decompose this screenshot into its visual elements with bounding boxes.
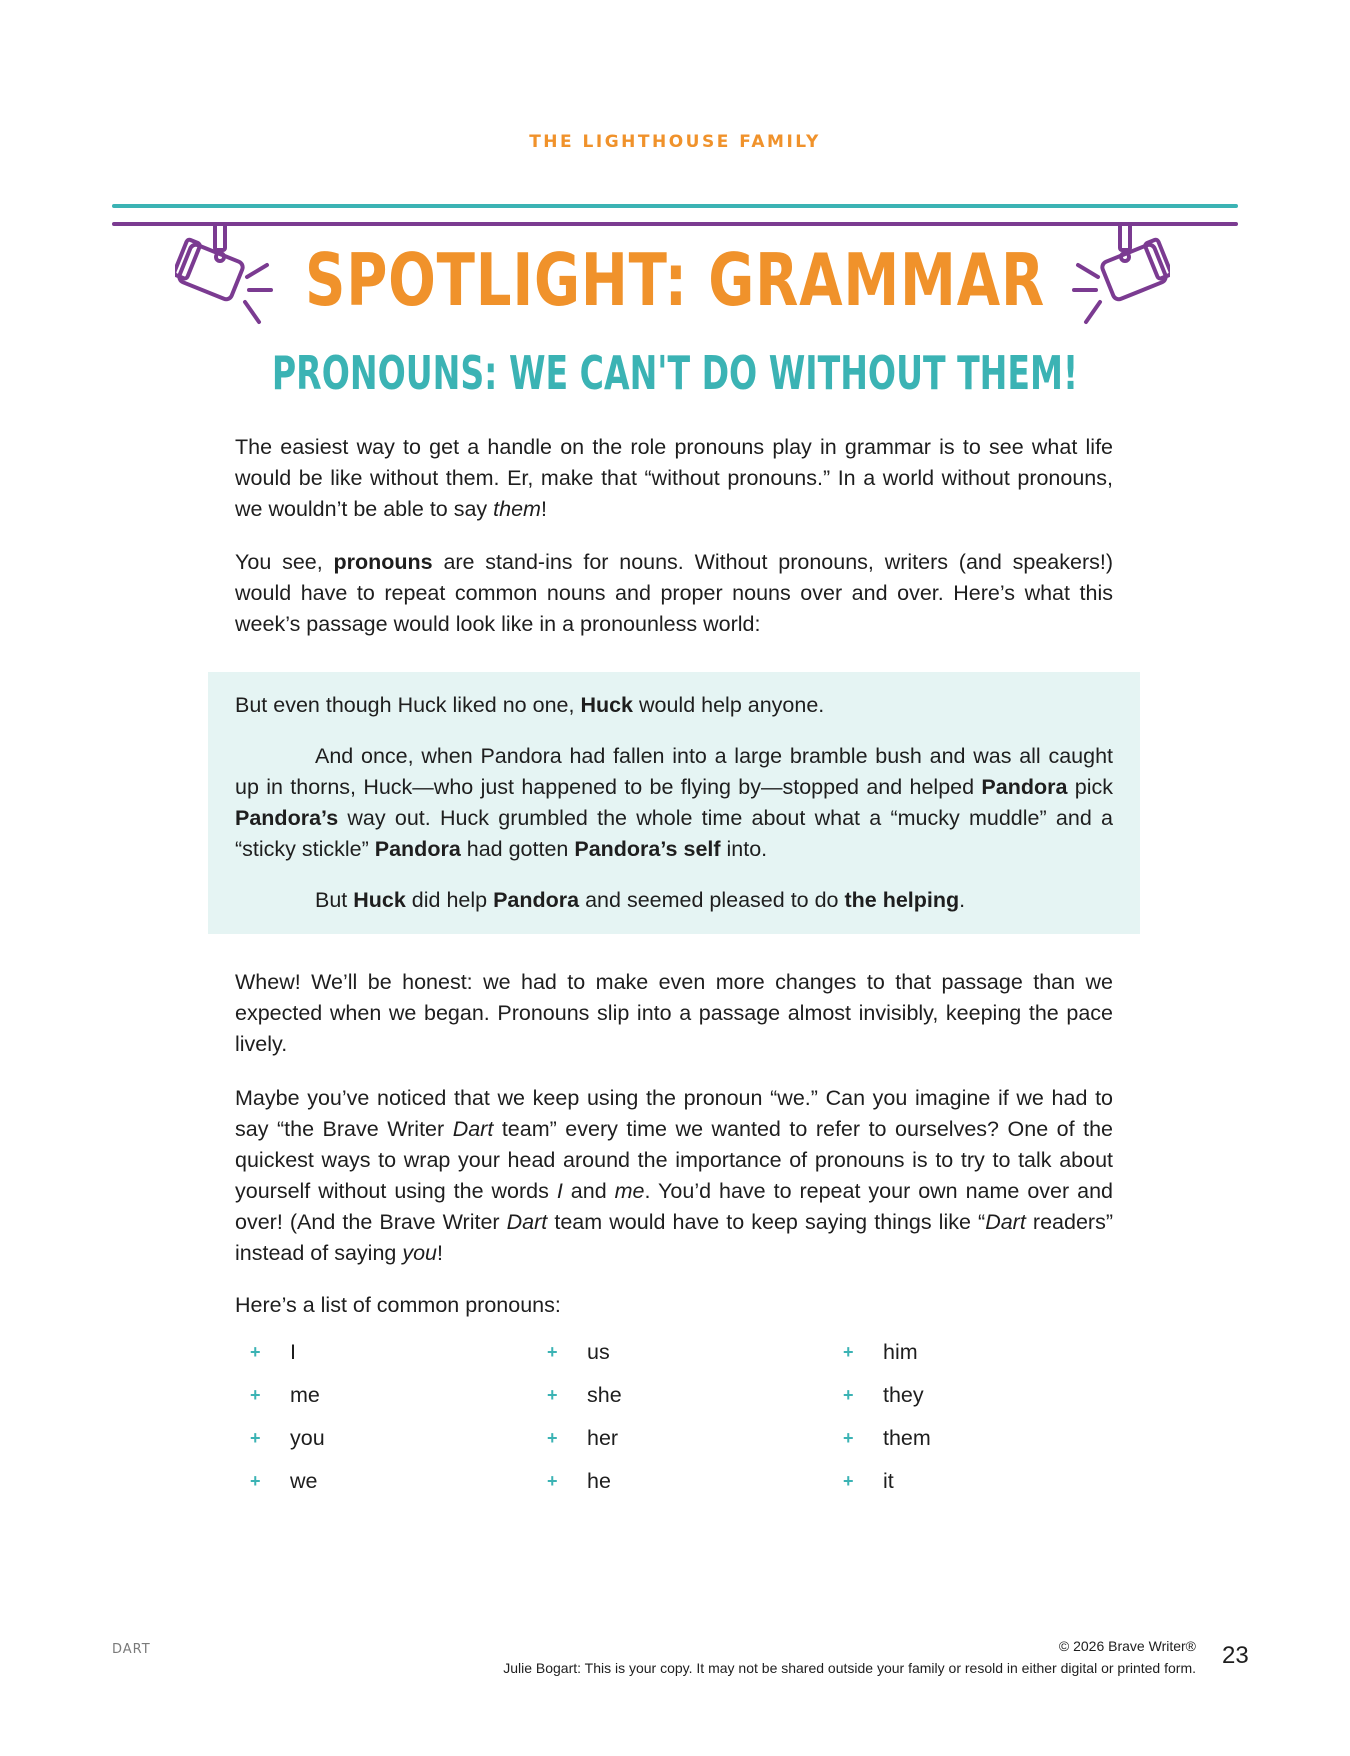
pronoun-item: + they <box>843 1380 1093 1423</box>
pronoun-item: + them <box>843 1423 1093 1466</box>
plus-icon: + <box>250 1385 261 1405</box>
pronoun-column-2 <box>547 1337 797 1509</box>
page-subtitle: PRONOUNS: WE CAN'T DO WITHOUT THEM! <box>271 346 1079 400</box>
plus-icon: + <box>547 1342 558 1362</box>
pronoun-item: + she <box>547 1380 797 1423</box>
pronoun-item: + me <box>250 1380 500 1423</box>
section-header: THE LIGHTHOUSE FAMILY <box>529 132 821 152</box>
pronoun-item: + he <box>547 1466 797 1509</box>
passage-line-1: But even though Huck liked no one, Huck would help anyone. <box>235 693 825 717</box>
plus-icon: + <box>843 1428 854 1448</box>
plus-icon: + <box>547 1385 558 1405</box>
body-paragraph-4: Maybe you’ve noticed that we keep using the pronoun “we.” Can you imagine if we had to say “the Brave Writer Dart team” every time we wanted to refer to ourselves? One of the quickest ways to wrap your head around the importance of pronouns is to try to talk about yourself without using the words I and me. You’d have to repeat your own name over and over! (And the Brave Writer Dart team would have to keep saying things like “Dart readers” instead of saying you! <box>235 1086 1114 1265</box>
pronoun-column-1 <box>250 1337 500 1509</box>
pronoun-column-3 <box>843 1337 1093 1509</box>
plus-icon: + <box>843 1385 854 1405</box>
footer-license-note: Julie Bogart: This is your copy. It may not be shared outside your family or resold in either digital or printed form. <box>503 1660 1196 1676</box>
pronoun-item: + you <box>250 1423 500 1466</box>
intro-paragraph-2: You see, pronouns are stand-ins for nouns. Without pronouns, writers (and speakers!) would have to repeat common nouns and proper nouns over and over. Here’s what this week’s passage would look like in a pronounless world: <box>235 550 1113 636</box>
pronoun-item: + her <box>547 1423 797 1466</box>
pronoun-item: + we <box>250 1466 500 1509</box>
plus-icon: + <box>843 1342 854 1362</box>
pronoun-item: + I <box>250 1337 500 1380</box>
plus-icon: + <box>250 1342 261 1362</box>
plus-icon: + <box>547 1428 558 1448</box>
page-number: 23 <box>1222 1642 1249 1669</box>
plus-icon: + <box>250 1428 261 1448</box>
passage-line-2: And once, when Pandora had fallen into a large bramble bush and was all caught up in thorns, Huck—who just happened to be flying by—stopped and helped Pandora pick Pandora’s way out. Huck grumbled the whole time about what a “mucky muddle” and a “sticky stickle” Pandora had gotten Pandora’s self into. <box>235 744 1113 861</box>
teal-rail <box>112 204 1238 208</box>
passage-line-3: But Huck did help Pandora and seemed pleased to do the helping. <box>315 888 966 912</box>
pronoun-item: + us <box>547 1337 797 1380</box>
footer-copyright: © 2026 Brave Writer® <box>1058 1638 1196 1654</box>
pronoun-item: + him <box>843 1337 1093 1380</box>
intro-paragraph-1: The easiest way to get a handle on the role pronouns play in grammar is to see what life would be like without them. Er, make that “without pronouns.” In a world without pronouns, we wouldn’t be able to say them! <box>235 435 1113 521</box>
plus-icon: + <box>843 1471 854 1491</box>
pronoun-item: + it <box>843 1466 1093 1509</box>
body-paragraph-5: Here’s a list of common pronouns: <box>235 1293 561 1317</box>
body-paragraph-3: Whew! We’ll be honest: we had to make even more changes to that passage than we expected when we began. Pronouns slip into a passage almost invisibly, keeping the pace lively. <box>235 970 1113 1056</box>
plus-icon: + <box>250 1471 261 1491</box>
page-title: SPOTLIGHT: GRAMMAR <box>304 238 1046 322</box>
plus-icon: + <box>547 1471 558 1491</box>
footer-brand: DART <box>112 1642 151 1657</box>
